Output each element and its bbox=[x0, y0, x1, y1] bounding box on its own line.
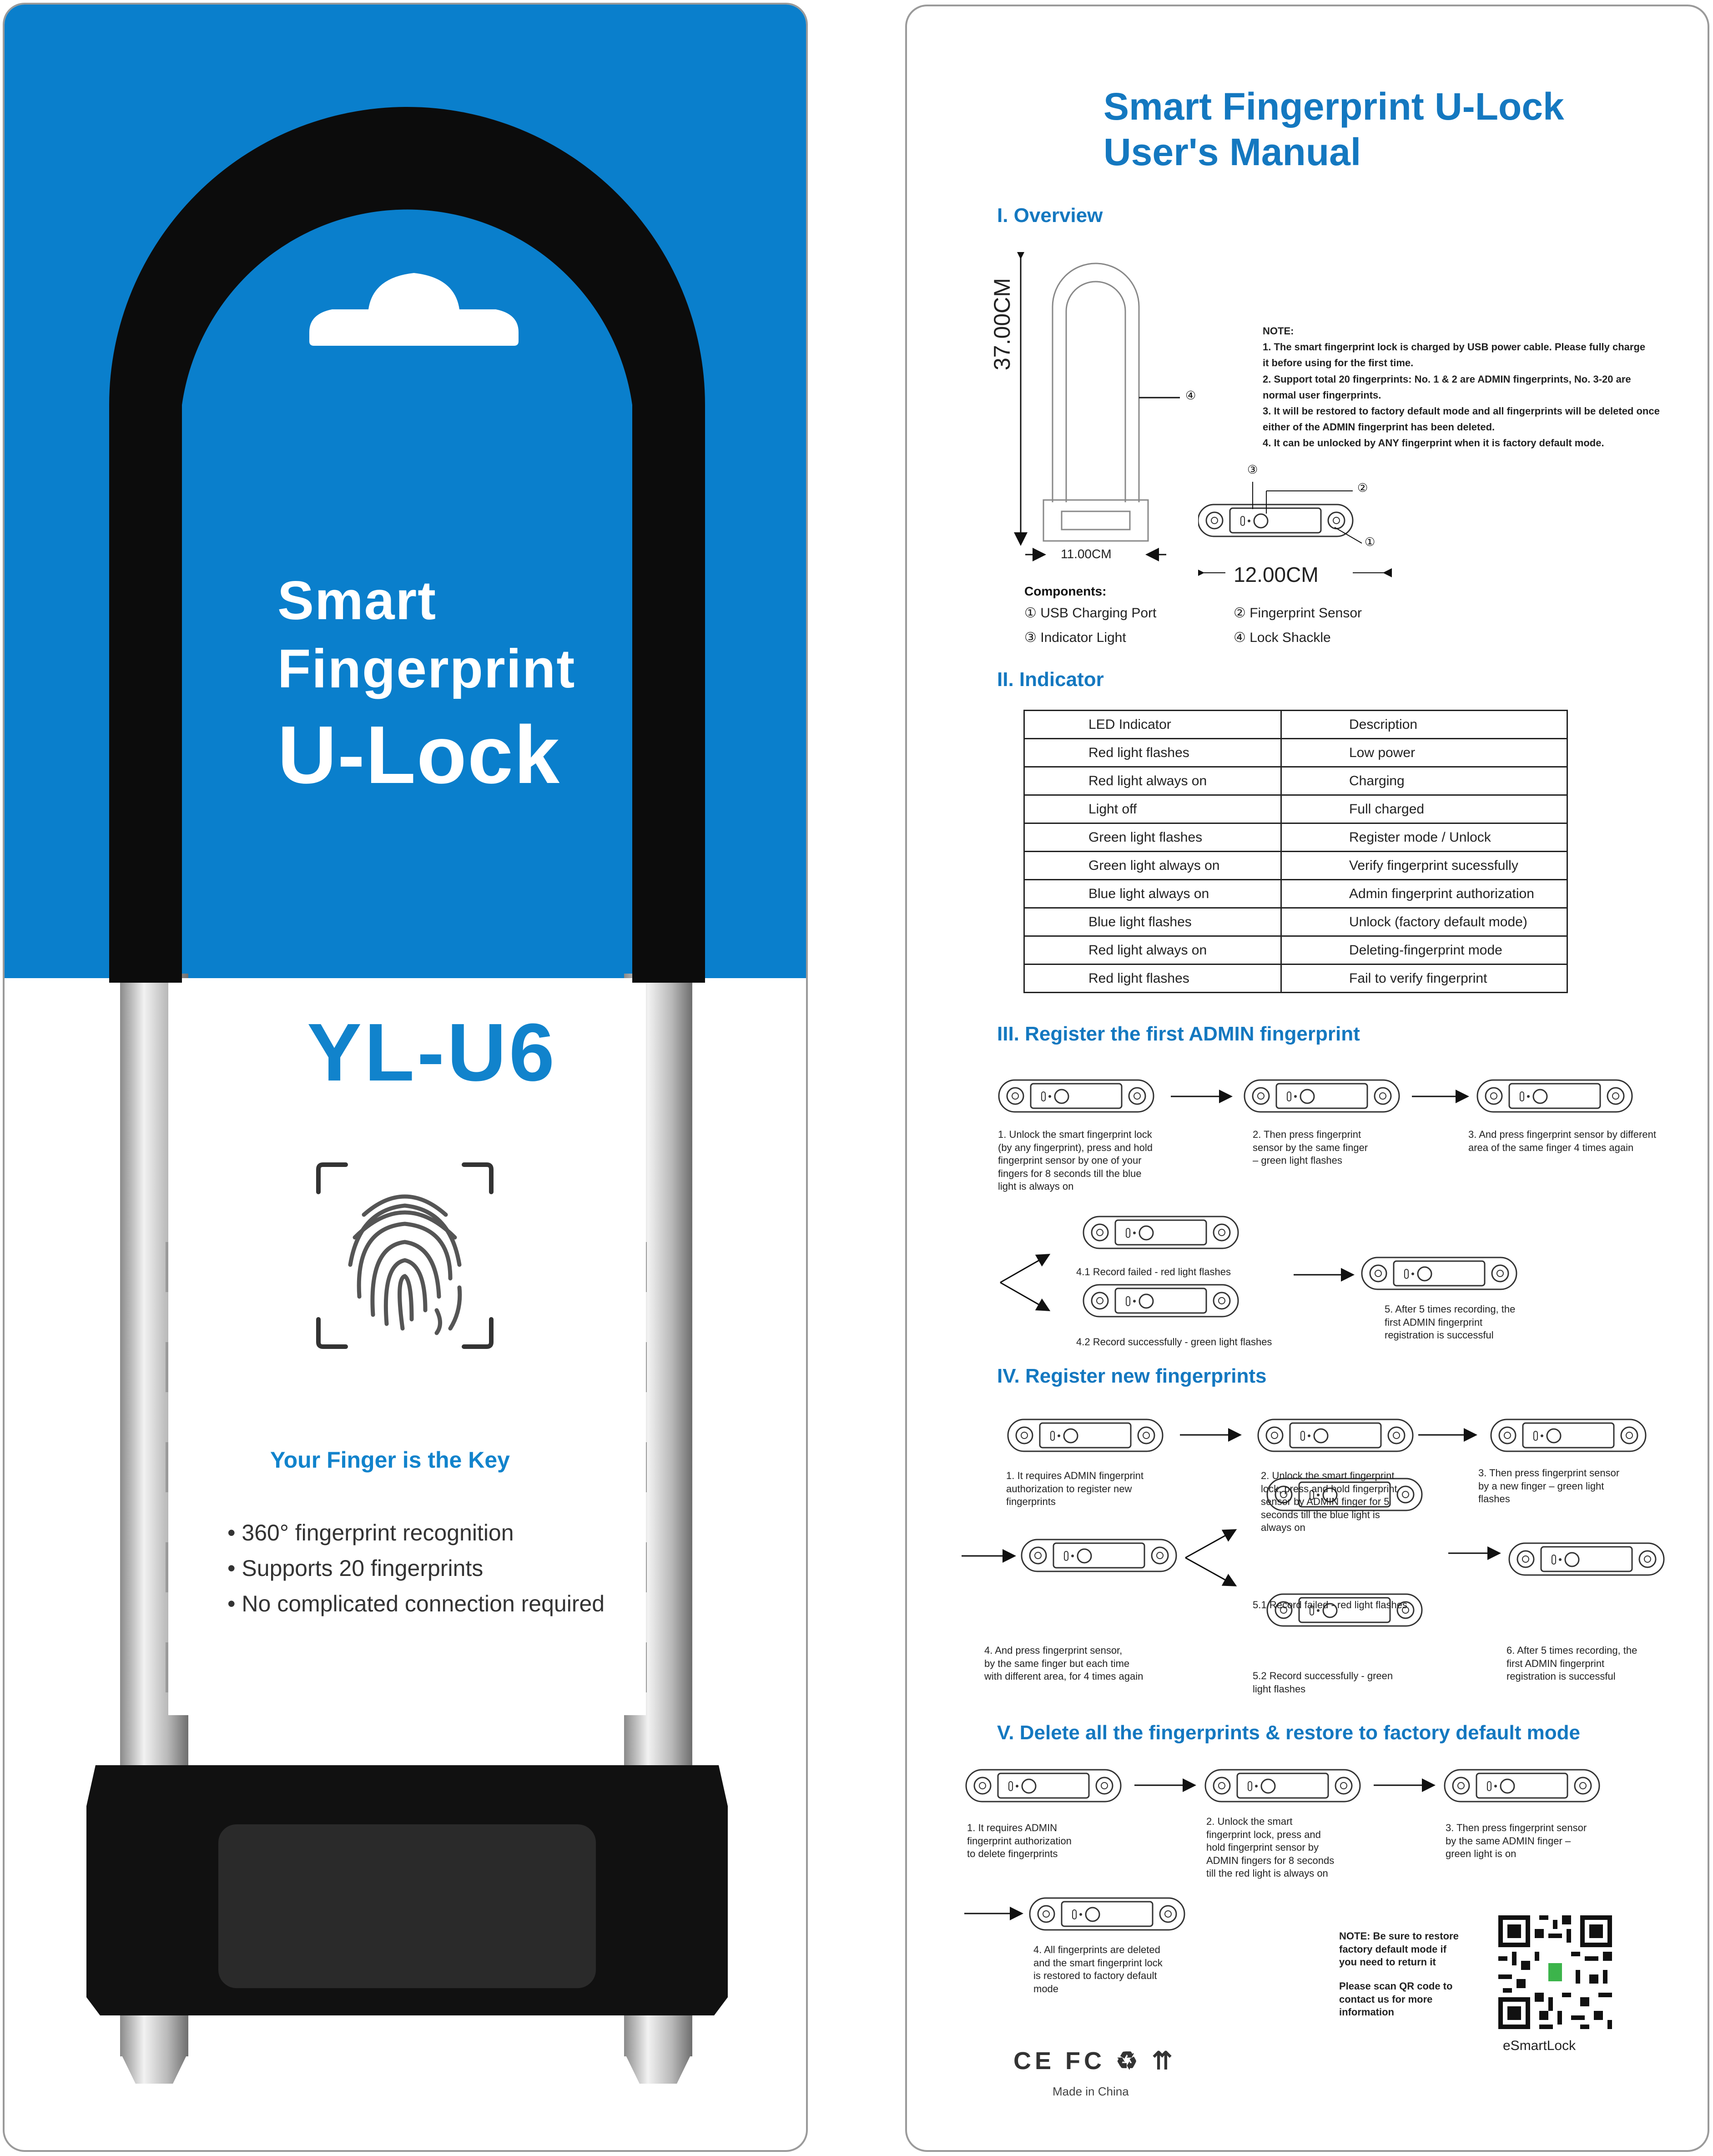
step-line: 3. Then press fingerprint sensor bbox=[1446, 1822, 1587, 1833]
step-line: first ADMIN fingerprint bbox=[1385, 1316, 1483, 1328]
step-line: 6. After 5 times recording, the bbox=[1506, 1645, 1637, 1656]
table-cell: Deleting-fingerprint mode bbox=[1281, 936, 1567, 964]
front-title-line3: U-Lock bbox=[277, 709, 561, 801]
step-line: 2. Then press fingerprint bbox=[1253, 1129, 1361, 1140]
step-line: first ADMIN fingerprint bbox=[1506, 1657, 1605, 1669]
component-sensor: ② Fingerprint Sensor bbox=[1234, 606, 1362, 621]
table-header-row bbox=[1024, 711, 1567, 739]
marker-4: ④ bbox=[1185, 389, 1196, 402]
table-cell: Register mode / Unlock bbox=[1281, 823, 1567, 852]
table-cell: Full charged bbox=[1281, 795, 1567, 823]
table-header-cell: Description bbox=[1281, 711, 1567, 739]
note-line: 2. Support total 20 fingerprints: No. 1 & 2 are ADMIN fingerprints, No. 3-20 are bbox=[1263, 373, 1631, 385]
step-line: 5. After 5 times recording, the bbox=[1385, 1303, 1516, 1315]
note-line: normal user fingerprints. bbox=[1263, 389, 1381, 401]
table-row bbox=[1024, 767, 1567, 795]
step-text bbox=[998, 1128, 1153, 1193]
step-text bbox=[1253, 1128, 1368, 1167]
step-line: with different area, for 4 times again bbox=[984, 1671, 1144, 1682]
table-row bbox=[1024, 852, 1567, 880]
step-text bbox=[984, 1644, 1143, 1683]
note-label: NOTE: bbox=[1263, 325, 1294, 337]
table-cell: Red light flashes bbox=[1024, 964, 1281, 993]
table-cell: Admin fingerprint authorization bbox=[1281, 880, 1567, 908]
note-line: factory default mode if bbox=[1339, 1943, 1446, 1955]
step-text bbox=[1446, 1822, 1587, 1861]
section-heading-register-admin: III. Register the first ADMIN fingerprint bbox=[997, 1023, 1360, 1045]
height-dimension: 37.00CM bbox=[989, 278, 1015, 370]
step-line: 1. Unlock the smart fingerprint lock bbox=[998, 1129, 1152, 1140]
table-cell: Verify fingerprint sucessfully bbox=[1281, 852, 1567, 880]
step-line: authorization to register new bbox=[1006, 1483, 1132, 1495]
step-text bbox=[1506, 1644, 1637, 1683]
feature-text: No complicated connection required bbox=[242, 1591, 605, 1616]
step-text bbox=[1261, 1469, 1397, 1535]
step-text bbox=[1253, 1670, 1393, 1696]
step-line: and the smart fingerprint lock bbox=[1033, 1957, 1163, 1969]
step-line: 4. And press fingerprint sensor, bbox=[984, 1645, 1123, 1656]
step-line: 5.2 Record successfully - green bbox=[1253, 1670, 1393, 1681]
feature-text: Supports 20 fingerprints bbox=[242, 1555, 484, 1581]
table-row bbox=[1024, 880, 1567, 908]
marker-2: ② bbox=[1357, 481, 1368, 495]
note-line: Please scan QR code to bbox=[1339, 1980, 1453, 1992]
admin-registration-diagram bbox=[907, 1066, 1708, 1358]
marker-3: ③ bbox=[1247, 463, 1258, 476]
step-line: 3. And press fingerprint sensor by different bbox=[1468, 1129, 1656, 1140]
step-line: 4. All fingerprints are deleted bbox=[1033, 1944, 1160, 1955]
table-row bbox=[1024, 823, 1567, 852]
table-cell: Green light always on bbox=[1024, 852, 1281, 880]
step-line: is restored to factory default bbox=[1033, 1970, 1157, 1982]
section-heading-overview: I. Overview bbox=[997, 204, 1103, 227]
step-line: green light is on bbox=[1446, 1848, 1517, 1860]
step-line: seconds till the blue light is bbox=[1261, 1509, 1380, 1520]
table-cell: Red light always on bbox=[1024, 936, 1281, 964]
width-dimension: 11.00CM bbox=[1061, 547, 1112, 561]
step-line: sensor by ADMIN finger for 5 bbox=[1261, 1496, 1390, 1508]
manual-title-line2: User's Manual bbox=[1103, 131, 1361, 173]
feature-item-2: • Supports 20 fingerprints bbox=[227, 1555, 484, 1581]
step-line: 3. Then press fingerprint sensor bbox=[1478, 1467, 1620, 1479]
step-line: light is always on bbox=[998, 1181, 1074, 1192]
table-row bbox=[1024, 795, 1567, 823]
table-row bbox=[1024, 908, 1567, 936]
step-text bbox=[1385, 1303, 1515, 1342]
table-row bbox=[1024, 936, 1567, 964]
step-text bbox=[967, 1822, 1072, 1861]
step-text bbox=[1206, 1815, 1334, 1880]
note-line: it before using for the first time. bbox=[1263, 357, 1414, 369]
front-title-line1: Smart bbox=[277, 570, 437, 631]
packaging-front bbox=[3, 3, 808, 2152]
step-text bbox=[1033, 1944, 1163, 1995]
table-cell: Red light always on bbox=[1024, 767, 1281, 795]
table-cell: Fail to verify fingerprint bbox=[1281, 964, 1567, 993]
step-text: 4.2 Record successfully - green light flashes bbox=[1076, 1336, 1272, 1348]
step-line: 1. It requires ADMIN fingerprint bbox=[1006, 1470, 1144, 1481]
step-line: flashes bbox=[1478, 1493, 1510, 1505]
step-line: fingers for 8 seconds till the blue bbox=[998, 1167, 1142, 1179]
feature-item-3: • No complicated connection required bbox=[227, 1591, 605, 1616]
note-line: you need to return it bbox=[1339, 1956, 1436, 1968]
sensor-width-dimension: 12.00CM bbox=[1234, 563, 1319, 586]
fingerprint-icon bbox=[314, 1160, 496, 1351]
marker-1: ① bbox=[1365, 535, 1375, 549]
note-line: 1. The smart fingerprint lock is charged by USB power cable. Please fully charge bbox=[1263, 341, 1646, 353]
table-cell: Green light flashes bbox=[1024, 823, 1281, 852]
step-line: fingerprint authorization bbox=[967, 1835, 1072, 1847]
step-line: 2. Unlock the smart fingerprint bbox=[1261, 1470, 1395, 1481]
feature-item-1: • 360° fingerprint recognition bbox=[227, 1520, 514, 1545]
note-line: information bbox=[1339, 2006, 1394, 2018]
note-line: contact us for more bbox=[1339, 1993, 1433, 2005]
indicator-table bbox=[1023, 710, 1568, 993]
section-heading-register-new: IV. Register new fingerprints bbox=[997, 1365, 1267, 1387]
step-line: ADMIN fingers for 8 seconds bbox=[1206, 1854, 1335, 1866]
step-line: light flashes bbox=[1253, 1683, 1306, 1695]
step-text bbox=[1006, 1469, 1144, 1509]
step-line: 2. Unlock the smart bbox=[1206, 1816, 1293, 1827]
qr-code-icon[interactable] bbox=[1494, 1911, 1617, 2034]
table-cell: Blue light flashes bbox=[1024, 908, 1281, 936]
step-line: by a new finger – green light bbox=[1478, 1480, 1604, 1492]
step-text: 5.1 Record failed - red light flashes bbox=[1253, 1599, 1407, 1611]
table-row bbox=[1024, 964, 1567, 993]
section-heading-indicator: II. Indicator bbox=[997, 668, 1104, 691]
step-text bbox=[1478, 1467, 1619, 1506]
note-line: 3. It will be restored to factory default mode and all fingerprints will be deleted once bbox=[1263, 405, 1660, 417]
step-line: – green light flashes bbox=[1253, 1155, 1342, 1166]
step-line: area of the same finger 4 times again bbox=[1468, 1141, 1634, 1153]
step-line: (by any fingerprint), press and hold bbox=[998, 1141, 1153, 1153]
table-cell: Light off bbox=[1024, 795, 1281, 823]
overview-notes bbox=[1263, 323, 1660, 451]
note-line: either of the ADMIN fingerprint has been deleted. bbox=[1263, 421, 1495, 433]
step-line: lock, press and hold fingerprint bbox=[1261, 1483, 1397, 1495]
feature-text: 360° fingerprint recognition bbox=[242, 1520, 514, 1545]
component-shackle: ④ Lock Shackle bbox=[1234, 630, 1331, 645]
step-line: fingerprint lock, press and bbox=[1206, 1828, 1321, 1840]
step-line: fingerprint sensor by one of your bbox=[998, 1155, 1142, 1166]
model-number: YL-U6 bbox=[307, 1007, 558, 1098]
tagline: Your Finger is the Key bbox=[270, 1447, 510, 1473]
component-indicator-light: ③ Indicator Light bbox=[1024, 630, 1126, 645]
step-line: 1. It requires ADMIN bbox=[967, 1822, 1058, 1833]
step-line: sensor by the same finger bbox=[1253, 1141, 1368, 1153]
table-cell: Charging bbox=[1281, 767, 1567, 795]
components-label: Components: bbox=[1024, 584, 1107, 598]
manual-title-line1: Smart Fingerprint U-Lock bbox=[1103, 85, 1564, 128]
step-line: registration is successful bbox=[1506, 1671, 1616, 1682]
table-cell: Blue light always on bbox=[1024, 880, 1281, 908]
return-note bbox=[1339, 1930, 1459, 1969]
table-row bbox=[1024, 739, 1567, 767]
step-line: fingerprints bbox=[1006, 1496, 1056, 1508]
table-header-cell: LED Indicator bbox=[1024, 711, 1281, 739]
hang-hole bbox=[305, 259, 523, 350]
step-line: hold fingerprint sensor by bbox=[1206, 1842, 1319, 1853]
step-text: 4.1 Record failed - red light flashes bbox=[1076, 1266, 1231, 1277]
note-line: 4. It can be unlocked by ANY fingerprint when it is factory default mode. bbox=[1263, 437, 1604, 449]
step-line: by the same finger but each time bbox=[984, 1657, 1130, 1669]
origin-label: Made in China bbox=[1053, 2085, 1129, 2098]
component-usb-port: ① USB Charging Port bbox=[1024, 606, 1157, 621]
table-cell: Red light flashes bbox=[1024, 739, 1281, 767]
step-line: mode bbox=[1033, 1983, 1059, 1994]
certification-marks: CE FC ♻ ⇈ bbox=[1013, 2047, 1176, 2075]
note-line: NOTE: Be sure to restore bbox=[1339, 1930, 1459, 1942]
section-heading-delete-all: V. Delete all the fingerprints & restore to factory default mode bbox=[997, 1722, 1580, 1744]
step-text bbox=[1468, 1128, 1656, 1154]
table-cell: Low power bbox=[1281, 739, 1567, 767]
qr-note bbox=[1339, 1980, 1452, 2019]
step-line: till the red light is always on bbox=[1206, 1868, 1328, 1879]
step-line: registration is successful bbox=[1385, 1329, 1494, 1341]
packaging-back-manual bbox=[905, 5, 1709, 2152]
step-line: by the same ADMIN finger – bbox=[1446, 1835, 1571, 1847]
table-cell: Unlock (factory default mode) bbox=[1281, 908, 1567, 936]
step-line: to delete fingerprints bbox=[967, 1848, 1058, 1860]
brand-name: eSmartLock bbox=[1503, 2038, 1576, 2053]
step-line: always on bbox=[1261, 1522, 1305, 1534]
front-title-line2: Fingerprint bbox=[277, 638, 576, 699]
